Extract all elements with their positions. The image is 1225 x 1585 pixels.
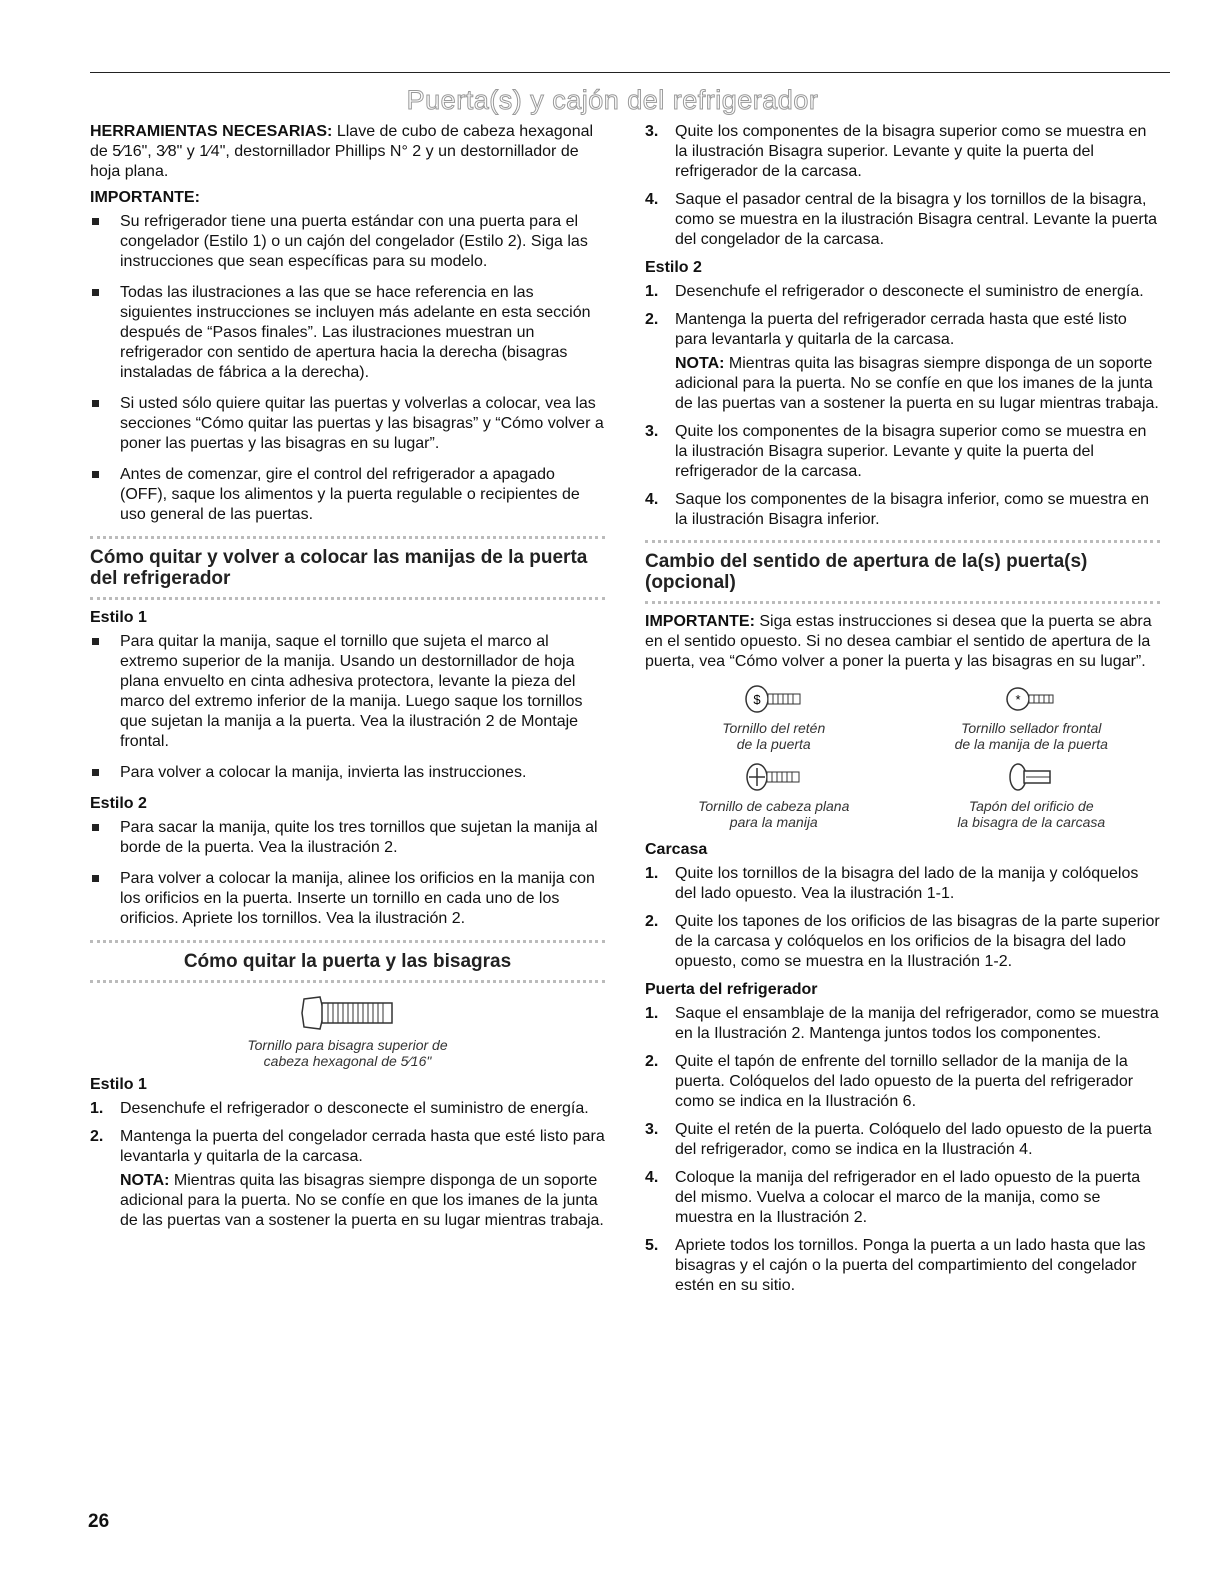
list-item xyxy=(645,282,1160,302)
list-item xyxy=(645,1004,1160,1044)
handles-style1-list xyxy=(90,632,605,783)
step-number: 1. xyxy=(645,1005,659,1022)
figure-caption: Tornillo de cabeza plana xyxy=(698,798,850,814)
flathead-screw-figure xyxy=(645,762,903,830)
svg-text:*: * xyxy=(1015,692,1021,707)
retainer-screw-icon xyxy=(744,684,804,714)
step-number: 4. xyxy=(645,1169,659,1186)
list-item xyxy=(645,864,1160,904)
list-item xyxy=(645,912,1160,972)
section-doors xyxy=(90,940,605,983)
step-number: 1. xyxy=(645,865,659,882)
step-number: 4. xyxy=(645,191,659,208)
list-item: Para volver a colocar la manija, invierta las instrucciones. xyxy=(90,763,605,783)
figure-caption: cabeza hexagonal de 5⁄16" xyxy=(263,1053,432,1069)
sealer-screw-icon xyxy=(1004,684,1059,714)
tools-paragraph xyxy=(90,122,605,182)
hex-screw-icon xyxy=(300,995,395,1031)
important-text: Siga estas instrucciones si desea que la puerta se abra en el sentido opuesto. Si no desea cambiar el sentido de apertura de la puerta, vea “Cómo volver a poner la puerta y las bisagras en su lugar”. xyxy=(645,613,1152,670)
list-item xyxy=(90,1127,605,1231)
list-item xyxy=(645,490,1160,530)
figure-caption: para la manija xyxy=(729,814,818,830)
step-number: 2. xyxy=(645,913,659,930)
step-text: Quite los componentes de la bisagra superior como se muestra en la ilustración Bisagra superior. Levante y quite la puerta del refrigerador de la carcasa. xyxy=(675,423,1147,480)
carcasa-steps xyxy=(645,864,1160,972)
tools-text: Llave de cubo de cabeza hexagonal de 5⁄16", 3⁄8" y 1⁄4", destornillador Phillips N° 2 y un destornillador de hoja plana. xyxy=(90,123,594,180)
step-number: 1. xyxy=(90,1100,104,1117)
style-label: Estilo 1 xyxy=(90,609,147,626)
left-column xyxy=(90,122,605,1239)
parts-figures xyxy=(645,684,1160,830)
step-number: 3. xyxy=(645,123,659,140)
list-item: Para sacar la manija, quite los tres tornillos que sujetan la manija al borde de la puerta. Vea la ilustración 2. xyxy=(90,818,605,858)
important-label: IMPORTANTE: xyxy=(90,189,200,206)
step-text: Mantenga la puerta del refrigerador cerrada hasta que esté listo para levantarla y quitarla de la carcasa. xyxy=(675,311,1127,348)
top-rule xyxy=(90,72,1170,73)
note-text: Mientras quita las bisagras siempre disponga de un soporte adicional para la puerta. No se confíe en que los imanes de la junta de las puertas van a sostener la puerta en su lugar mientras trabaja. xyxy=(120,1172,604,1229)
list-item xyxy=(645,1236,1160,1296)
note xyxy=(120,1171,605,1231)
right-column xyxy=(645,122,1160,1304)
step-text: Quite los tornillos de la bisagra del lado de la manija y colóquelos del lado opuesto. Vea la ilustración 1-1. xyxy=(675,865,1139,902)
step-text: Quite los componentes de la bisagra superior como se muestra en la ilustración Bisagra superior. Levante y quite la puerta del refrigerador de la carcasa. xyxy=(675,123,1147,180)
step-number: 5. xyxy=(645,1237,659,1254)
figure-caption: de la manija de la puerta xyxy=(954,736,1108,752)
step-text: Saque los componentes de la bisagra inferior, como se muestra en la ilustración Bisagra inferior. xyxy=(675,491,1150,528)
hinge-screw-figure xyxy=(90,995,605,1069)
retainer-screw-figure xyxy=(645,684,903,752)
list-item xyxy=(90,1099,605,1119)
list-item xyxy=(645,190,1160,250)
step-text: Desenchufe el refrigerador o desconecte el suministro de energía. xyxy=(675,283,1144,300)
list-item: Para quitar la manija, saque el tornillo que sujeta el marco al extremo superior de la manija. Usando un destornillador de hoja plana envuelto en cinta adhesiva protectora, levante la pieza del marco del extremo inferior de la manija. Luego saque los tornillos que sujetan la manija a la puerta. Vea la ilustración 2 de Montaje frontal. xyxy=(90,632,605,752)
figure-caption: la bisagra de la carcasa xyxy=(957,814,1106,830)
step-text: Apriete todos los tornillos. Ponga la puerta a un lado hasta que las bisagras y el cajón o la puerta del compartimiento del congelador estén en su sitio. xyxy=(675,1237,1146,1294)
section-heading: Cómo quitar la puerta y las bisagras xyxy=(183,951,512,972)
step-text: Quite el retén de la puerta. Colóquelo del lado opuesto de la puerta del refrigerador, como se indica en la Ilustración 4. xyxy=(675,1121,1152,1158)
important-list xyxy=(90,212,605,525)
list-item xyxy=(645,1120,1160,1160)
step-number: 4. xyxy=(645,491,659,508)
list-item xyxy=(645,310,1160,414)
puerta-steps xyxy=(645,1004,1160,1296)
list-item: Si usted sólo quiere quitar las puertas y volverlas a colocar, vea las secciones “Cómo quitar las puertas y las bisagras” y “Cómo volver a poner las puertas y las bisagras en su lugar”. xyxy=(90,394,605,454)
step-number: 2. xyxy=(645,1053,659,1070)
tools-label: HERRAMIENTAS NECESARIAS: xyxy=(90,123,333,140)
step-number: 2. xyxy=(90,1128,104,1145)
list-item: Para volver a colocar la manija, alinee los orificios en la manija con los orificios en la puerta. Inserte un tornillo en cada uno de los orificios. Apriete los tornillos. Vea la ilustración 2. xyxy=(90,869,605,929)
section-heading: Cambio del sentido de apertura de la(s) puerta(s) (opcional) xyxy=(645,551,1088,593)
note xyxy=(675,354,1160,414)
step-number: 2. xyxy=(645,311,659,328)
list-item xyxy=(645,1052,1160,1112)
style-label: Estilo 1 xyxy=(90,1076,147,1093)
phillips-screw-icon xyxy=(744,762,804,792)
handles-style2-list xyxy=(90,818,605,929)
list-item: Todas las ilustraciones a las que se hace referencia en las siguientes instrucciones se incluyen más adelante en esta sección después de “Pasos finales”. Las ilustraciones muestran un refrigerador con sentido de apertura hacia la derecha (bisagras instaladas de fábrica a la derecha). xyxy=(90,283,605,383)
section-handles xyxy=(90,536,605,600)
figure-caption: de la puerta xyxy=(736,736,811,752)
page-number: 26 xyxy=(88,1511,110,1532)
step-number: 3. xyxy=(645,1121,659,1138)
step-text: Coloque la manija del refrigerador en el lado opuesto de la puerta del mismo. Vuelva a colocar el marco de la manija, como se muestra en la Ilustración 2. xyxy=(675,1169,1141,1226)
svg-text:$: $ xyxy=(753,692,761,707)
note-label: NOTA: xyxy=(675,355,725,372)
note-label: NOTA: xyxy=(120,1172,170,1189)
step-text: Quite el tapón de enfrente del tornillo sellador de la manija de la puerta. Colóquelos del lado opuesto de la puerta del refrigerador como se indica en la Ilustración 6. xyxy=(675,1053,1134,1110)
step-text: Saque el pasador central de la bisagra y los tornillos de la bisagra, como se muestra en la ilustración Bisagra central. Levante la puerta del congelador de la carcasa. xyxy=(675,191,1158,248)
note-text: Mientras quita las bisagras siempre disponga de un soporte adicional para la puerta. No se confíe en que los imanes de la junta de las puertas van a sostener la puerta en su lugar mientras trabaja. xyxy=(675,355,1159,412)
sealer-screw-figure xyxy=(903,684,1161,752)
list-item xyxy=(645,1168,1160,1228)
page-title: Puerta(s) y cajón del refrigerador xyxy=(406,85,819,115)
step-number: 1. xyxy=(645,283,659,300)
doors-style1-steps xyxy=(90,1099,605,1231)
subsection-label: Puerta del refrigerador xyxy=(645,981,818,998)
figure-caption: Tapón del orificio de xyxy=(968,798,1094,814)
important-paragraph xyxy=(645,612,1160,672)
section-reverse xyxy=(645,540,1160,604)
section-heading: Cómo quitar y volver a colocar las manijas de la puerta del refrigerador xyxy=(90,547,588,589)
figure-caption: Tornillo para bisagra superior de xyxy=(247,1037,448,1053)
style-label: Estilo 2 xyxy=(645,259,702,276)
step-text: Desenchufe el refrigerador o desconecte el suministro de energía. xyxy=(120,1100,589,1117)
step-text: Mantenga la puerta del congelador cerrada hasta que esté listo para levantarla y quitarla de la carcasa. xyxy=(120,1128,605,1165)
doors-style2-steps xyxy=(645,282,1160,530)
style-label: Estilo 2 xyxy=(90,795,147,812)
list-item xyxy=(645,422,1160,482)
list-item: Su refrigerador tiene una puerta estándar con una puerta para el congelador (Estilo 1) o un cajón del congelador (Estilo 2). Siga las instrucciones que sean específicas para su modelo. xyxy=(90,212,605,272)
figure-caption: Tornillo del retén xyxy=(722,720,826,736)
step-text: Saque el ensamblaje de la manija del refrigerador, como se muestra en la Ilustración 2. Mantenga juntos todos los componentes. xyxy=(675,1005,1159,1042)
important-label: IMPORTANTE: xyxy=(645,613,755,630)
list-item: Antes de comenzar, gire el control del refrigerador a apagado (OFF), saque los alimentos y la puerta regulable o recipientes de uso general de las puertas. xyxy=(90,465,605,525)
doors-style1-steps-cont xyxy=(645,122,1160,250)
hole-plug-figure xyxy=(903,762,1161,830)
figure-caption: Tornillo sellador frontal xyxy=(961,720,1102,736)
hole-plug-icon xyxy=(1006,762,1056,792)
step-text: Quite los tapones de los orificios de las bisagras de la parte superior de la carcasa y colóquelos en los orificios de la bisagra del lado opuesto, como se muestra en la Ilustración 1-2. xyxy=(675,913,1160,970)
list-item xyxy=(645,122,1160,182)
step-number: 3. xyxy=(645,423,659,440)
subsection-label: Carcasa xyxy=(645,841,708,858)
